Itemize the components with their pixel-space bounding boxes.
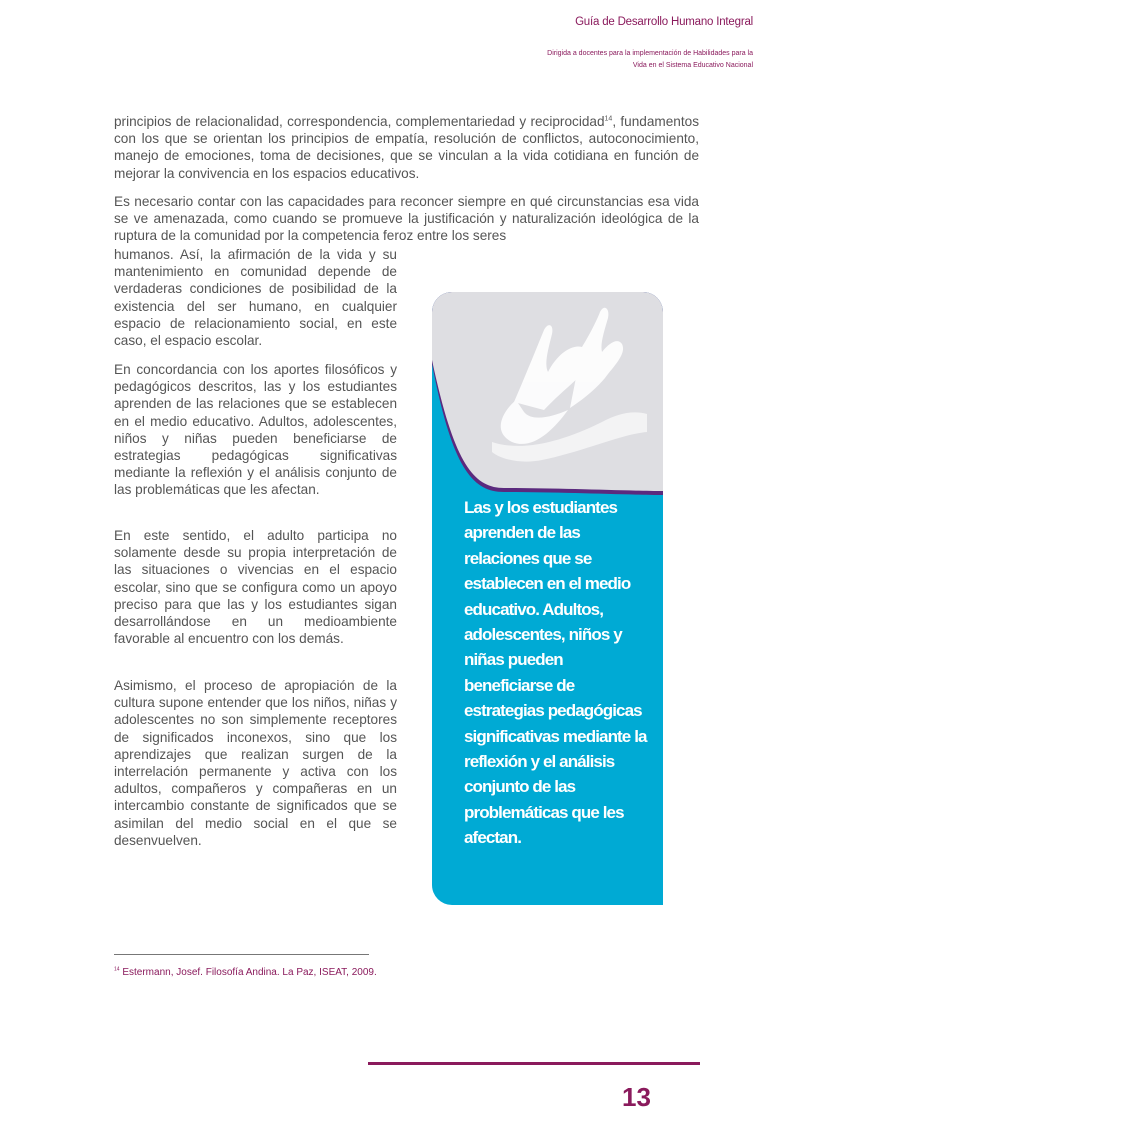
paragraph-6: Asimismo, el proceso de apropiación de la cultura supone entender que los niños, niñas y adolescentes no son simplemente receptores de significados inconexos, sino que los aprendizajes que realizan surgen de la interrelación permanente y activa con los adultos, compañeros y compañeras en un intercambio constante de significados que se asimilan del medio social en el que se desenvuelven. — [114, 678, 397, 848]
footnote-text: Estermann, Josef. Filosofía Andina. La Paz, ISEAT, 2009. — [122, 967, 377, 978]
header-title: Guía de Desarrollo Humano Integral — [575, 16, 753, 28]
running-header — [547, 16, 753, 72]
page-number: 13 — [622, 1082, 651, 1112]
footnote-ref[interactable]: 14 — [604, 115, 613, 123]
callout-quote: Las y los estudiantes aprenden de las relaciones que se establecen en el medio educativo. Adultos, adolescentes, niños y niñas pueden beneficiarse de estrategias pedagógicas significativas mediante la reflexión y el análisis conjunto de las problemáticas que les afectan. — [464, 498, 647, 848]
paragraph-5: En este sentido, el adulto participa no solamente desde su propia interpretación de las situaciones o vivencias en el espacio escolar, sino que se configura como un apoyo preciso para que las y los estudiantes sigan desarrollándose en un medioambiente favorable al encuentro con los demás. — [114, 528, 397, 647]
paragraph-1-rest: , fundamentos con los que se orientan los principios de empatía, resolución de conflictos, autoconocimiento, manejo de emociones, toma de decisiones, que se vinculan a la vida cotidiana en función de mejorar la convivencia en los espacios educativos. — [114, 114, 699, 181]
header-subtitle-line1: Dirigida a docentes para la implementación de Habilidades para la — [547, 50, 753, 57]
paragraph-1 — [114, 113, 699, 182]
header-subtitle-line2: Vida en el Sistema Educativo Nacional — [632, 62, 753, 69]
paragraph-3: humanos. Así, la afirmación de la vida y su mantenimiento en comunidad depende de verdaderas condiciones de posibilidad de la existencia del ser humano, en cualquier espacio de relacionamiento social, en este caso, el espacio escolar. — [114, 247, 397, 349]
paragraph-1-text: principios de relacionalidad, correspondencia, complementariedad y reciprocidad — [114, 114, 605, 129]
paragraph-4: En concordancia con los aportes filosóficos y pedagógicos descritos, las y los estudiantes aprenden de las relaciones que se establecen en el medio educativo. Adultos, adolescentes, niños y niñas pueden beneficiarse de estrategias pedagógicas significativas mediante la reflexión y el análisis conjunto de las problemáticas que les afectan. — [114, 362, 397, 498]
footnote — [114, 967, 377, 978]
header-subtitle — [547, 48, 753, 72]
page-number-rule — [368, 1062, 700, 1065]
footnote-divider — [114, 954, 369, 955]
footnote-number: 14 — [114, 966, 120, 973]
paragraph-2: Es necesario contar con las capacidades para reconcer siempre en qué circunstancias esa vida se ve amenazada, como cuando se promueve la justificación y naturalización ideológica de la ruptura de la comunidad por la competencia feroz entre los seres — [114, 194, 699, 244]
